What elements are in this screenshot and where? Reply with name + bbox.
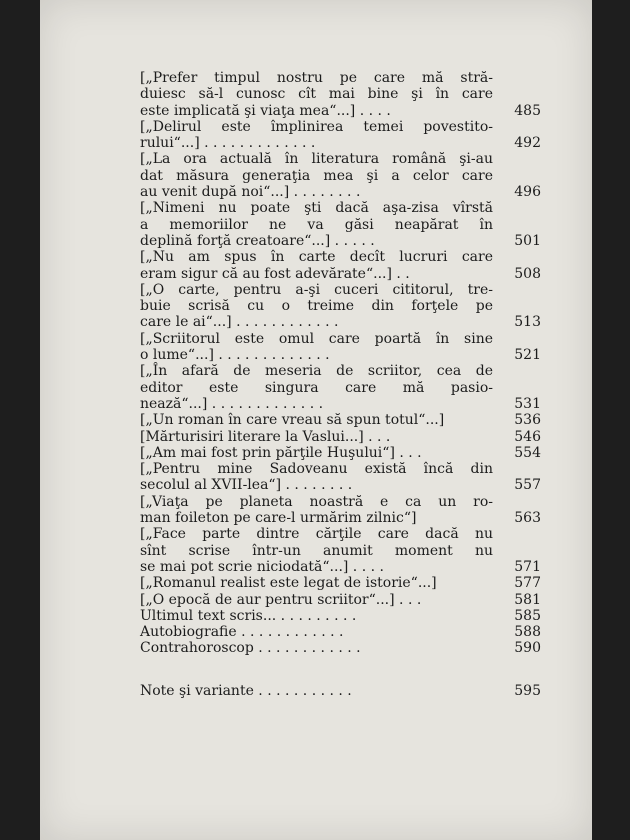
toc-entry	[140, 445, 541, 461]
toc-entry-line: duiesc să-l cunosc cît mai bine şi în care	[140, 86, 493, 103]
toc-entry-line: [„Face parte dintre cărţile care dacă nu	[140, 526, 493, 543]
toc-entry	[140, 200, 541, 249]
toc-entry-line: [„Viaţa pe planeta noastră e ca un ro-	[140, 493, 493, 510]
toc-entry	[140, 640, 541, 656]
toc-entry-line: sînt scrise într-un anumit moment nu	[140, 542, 493, 559]
toc-entry	[140, 429, 541, 445]
table-of-contents	[140, 70, 541, 699]
toc-page-number: 536	[514, 412, 541, 429]
toc-entry	[140, 494, 541, 527]
toc-entry-line: nează“...] . . . . . . . . . . . . .	[140, 395, 324, 412]
toc-entry-line: [„O carte, pentru a-şi cuceri cititorul, tre-	[140, 281, 493, 298]
toc-entry-line: [„Nimeni nu poate şti dacă aşa-zisa vîrstă	[140, 200, 493, 217]
toc-page-number: 588	[514, 624, 541, 641]
toc-entry-line: [„Nu am spus în carte decît lucruri care	[140, 249, 493, 266]
toc-page-number: 585	[514, 607, 541, 624]
toc-entry-line: [„Pentru mine Sadoveanu există încă din	[140, 461, 493, 478]
toc-entry-line: [„Delirul este împlinirea temei povestito-	[140, 118, 493, 135]
toc-entry	[140, 624, 541, 640]
toc-entry-line: dat măsura generaţia mea şi a celor care	[140, 167, 493, 184]
toc-entry-line: secolul al XVII-lea“] . . . . . . . .	[140, 477, 353, 494]
toc-entry	[140, 363, 541, 412]
toc-entry-line: au venit după noi“...] . . . . . . . .	[140, 184, 361, 201]
toc-page-number: 571	[514, 558, 541, 575]
toc-page-number: 546	[514, 428, 541, 445]
toc-entry-line: [„Un roman în care vreau să spun totul“...]	[140, 412, 445, 429]
toc-page-number: 557	[514, 477, 541, 494]
toc-entry-line: [„Prefer timpul nostru pe care mă stră-	[140, 70, 493, 86]
toc-entry	[140, 151, 541, 200]
toc-entry-line: buie scrisă cu o treime din forţele pe	[140, 298, 493, 315]
toc-page-number: 590	[514, 640, 541, 657]
toc-entry-line: [„Romanul realist este legat de istorie“...]	[140, 575, 437, 592]
toc-entry-line: rului“...] . . . . . . . . . . . . .	[140, 135, 316, 152]
toc-page-number: 485	[514, 102, 541, 119]
toc-entry	[140, 592, 541, 608]
toc-page-number: 563	[514, 510, 541, 527]
toc-page-number: 531	[514, 395, 541, 412]
toc-page-number: 595	[514, 682, 541, 699]
toc-entry-line: se mai pot scrie niciodată“...] . . . .	[140, 558, 384, 575]
toc-entry	[140, 331, 541, 364]
toc-entry-line: [„O epocă de aur pentru scriitor“...] . . .	[140, 591, 422, 608]
toc-entry-line: deplină forţă creatoare“...] . . . . .	[140, 232, 375, 249]
toc-entry-line: [„La ora actuală în literatura română şi-au	[140, 151, 493, 168]
toc-page-number: 554	[514, 444, 541, 461]
toc-entry-line: o lume“...] . . . . . . . . . . . . .	[140, 347, 330, 364]
toc-entry	[140, 249, 541, 282]
toc-page-number: 508	[514, 265, 541, 282]
toc-page-number: 581	[514, 591, 541, 608]
toc-page-number: 501	[514, 232, 541, 249]
toc-entry-line: a memoriilor ne va găsi neapărat în	[140, 216, 493, 233]
toc-entry	[140, 70, 541, 119]
toc-entry	[140, 412, 541, 428]
toc-entry-line: [„Scriitorul este omul care poartă în sine	[140, 330, 493, 347]
book-page	[40, 0, 592, 840]
toc-entry-line: Note şi variante . . . . . . . . . . .	[140, 682, 352, 699]
toc-page-number: 577	[514, 575, 541, 592]
toc-entry-line: [„În afară de meseria de scriitor, cea de	[140, 363, 493, 380]
toc-entry-line: [„Am mai fost prin părţile Huşului“] . . .	[140, 444, 422, 461]
toc-page-number: 492	[514, 135, 541, 152]
toc-entry-line: Ultimul text scris... . . . . . . . . .	[140, 607, 357, 624]
toc-page-number: 521	[514, 347, 541, 364]
toc-entry-line: este implicată şi viaţa mea“...] . . . .	[140, 102, 391, 119]
toc-entry-line: [Mărturisiri literare la Vaslui...] . . .	[140, 428, 391, 445]
toc-entry-line: eram sigur că au fost adevărate“...] . .	[140, 265, 410, 282]
toc-entry	[140, 575, 541, 591]
toc-entry-line: Autobiografie . . . . . . . . . . . .	[140, 624, 344, 641]
toc-entry	[140, 119, 541, 152]
toc-page-number: 496	[514, 184, 541, 201]
toc-entry	[140, 461, 541, 494]
toc-entry	[140, 282, 541, 331]
toc-entry-line: editor este singura care mă pasio-	[140, 379, 493, 396]
toc-entry-line: care le ai“...] . . . . . . . . . . . .	[140, 314, 339, 331]
toc-entry	[140, 608, 541, 624]
toc-page-number: 513	[514, 314, 541, 331]
toc-entry-line: Contrahoroscop . . . . . . . . . . . .	[140, 640, 361, 657]
toc-entry	[140, 526, 541, 575]
toc-entry-line: man foileton pe care-l urmărim zilnic“]	[140, 510, 417, 527]
toc-entry	[140, 683, 541, 699]
